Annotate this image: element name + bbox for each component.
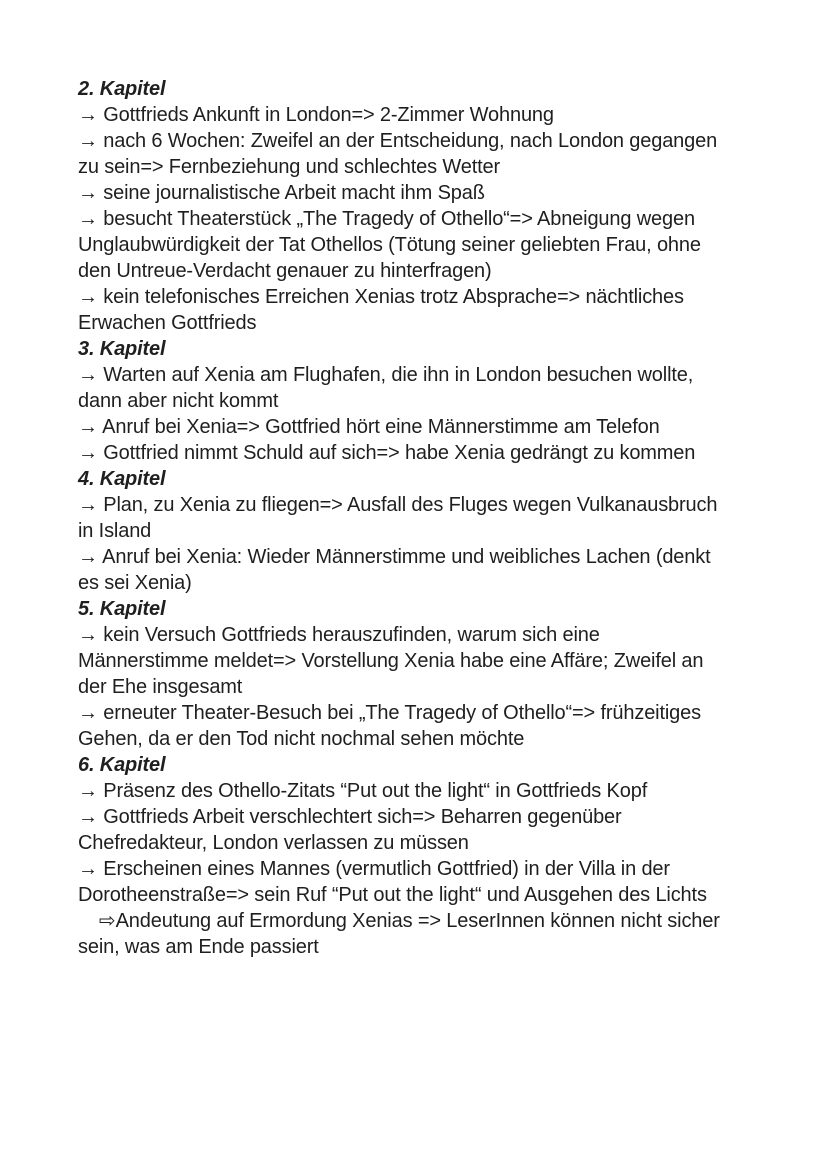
note-line: Männerstimme meldet=> Vorstellung Xenia habe eine Affäre; Zweifel an: [78, 650, 704, 672]
implication-line: ⇨Andeutung auf Ermordung Xenias => LeserInnen können nicht sicher: [99, 910, 720, 932]
chapter-notes-text: [78, 76, 758, 960]
chapter-heading: 5. Kapitel: [78, 598, 166, 620]
chapter-heading: 4. Kapitel: [78, 468, 166, 490]
note-line: → Anruf bei Xenia: Wieder Männerstimme und weibliches Lachen (denkt: [78, 546, 711, 568]
note-line: → kein telefonisches Erreichen Xenias trotz Absprache=> nächtliches: [78, 286, 684, 308]
note-line: → besucht Theaterstück „The Tragedy of Othello“=> Abneigung wegen: [78, 208, 695, 230]
note-line: → Anruf bei Xenia=> Gottfried hört eine Männerstimme am Telefon: [78, 416, 660, 438]
chapter-heading: 6. Kapitel: [78, 754, 166, 776]
note-line: Chefredakteur, London verlassen zu müssen: [78, 832, 469, 854]
chapter-heading: 2. Kapitel: [78, 78, 166, 100]
note-line: → kein Versuch Gottfrieds herauszufinden, warum sich eine: [78, 624, 600, 646]
note-line: der Ehe insgesamt: [78, 676, 243, 698]
chapter-heading: 3. Kapitel: [78, 338, 166, 360]
note-line: zu sein=> Fernbeziehung und schlechtes Wetter: [78, 156, 501, 178]
note-line: → Gottfried nimmt Schuld auf sich=> habe Xenia gedrängt zu kommen: [78, 442, 696, 464]
note-line: Unglaubwürdigkeit der Tat Othellos (Tötung seiner geliebten Frau, ohne: [78, 234, 701, 256]
note-line: den Untreue-Verdacht genauer zu hinterfragen): [78, 260, 492, 282]
note-line: → Gottfrieds Arbeit verschlechtert sich=> Beharren gegenüber: [78, 806, 622, 828]
note-line: → Präsenz des Othello-Zitats “Put out the light“ in Gottfrieds Kopf: [78, 780, 648, 802]
note-line: Erwachen Gottfrieds: [78, 312, 257, 334]
note-line: Gehen, da er den Tod nicht nochmal sehen möchte: [78, 728, 525, 750]
note-line: → Gottfrieds Ankunft in London=> 2-Zimmer Wohnung: [78, 104, 554, 126]
note-line: Dorotheenstraße=> sein Ruf “Put out the light“ und Ausgehen des Lichts: [78, 884, 707, 906]
note-line: → seine journalistische Arbeit macht ihm Spaß: [78, 182, 485, 204]
note-line: → nach 6 Wochen: Zweifel an der Entscheidung, nach London gegangen: [78, 130, 718, 152]
note-line: dann aber nicht kommt: [78, 390, 279, 412]
note-line: → Plan, zu Xenia zu fliegen=> Ausfall des Fluges wegen Vulkanausbruch: [78, 494, 718, 516]
note-line: → Erscheinen eines Mannes (vermutlich Gottfried) in der Villa in der: [78, 858, 670, 880]
note-line: → erneuter Theater-Besuch bei „The Tragedy of Othello“=> frühzeitiges: [78, 702, 701, 724]
note-line: → Warten auf Xenia am Flughafen, die ihn in London besuchen wollte,: [78, 364, 694, 386]
note-line: sein, was am Ende passiert: [78, 936, 319, 958]
note-line: es sei Xenia): [78, 572, 192, 594]
note-line: in Island: [78, 520, 152, 542]
